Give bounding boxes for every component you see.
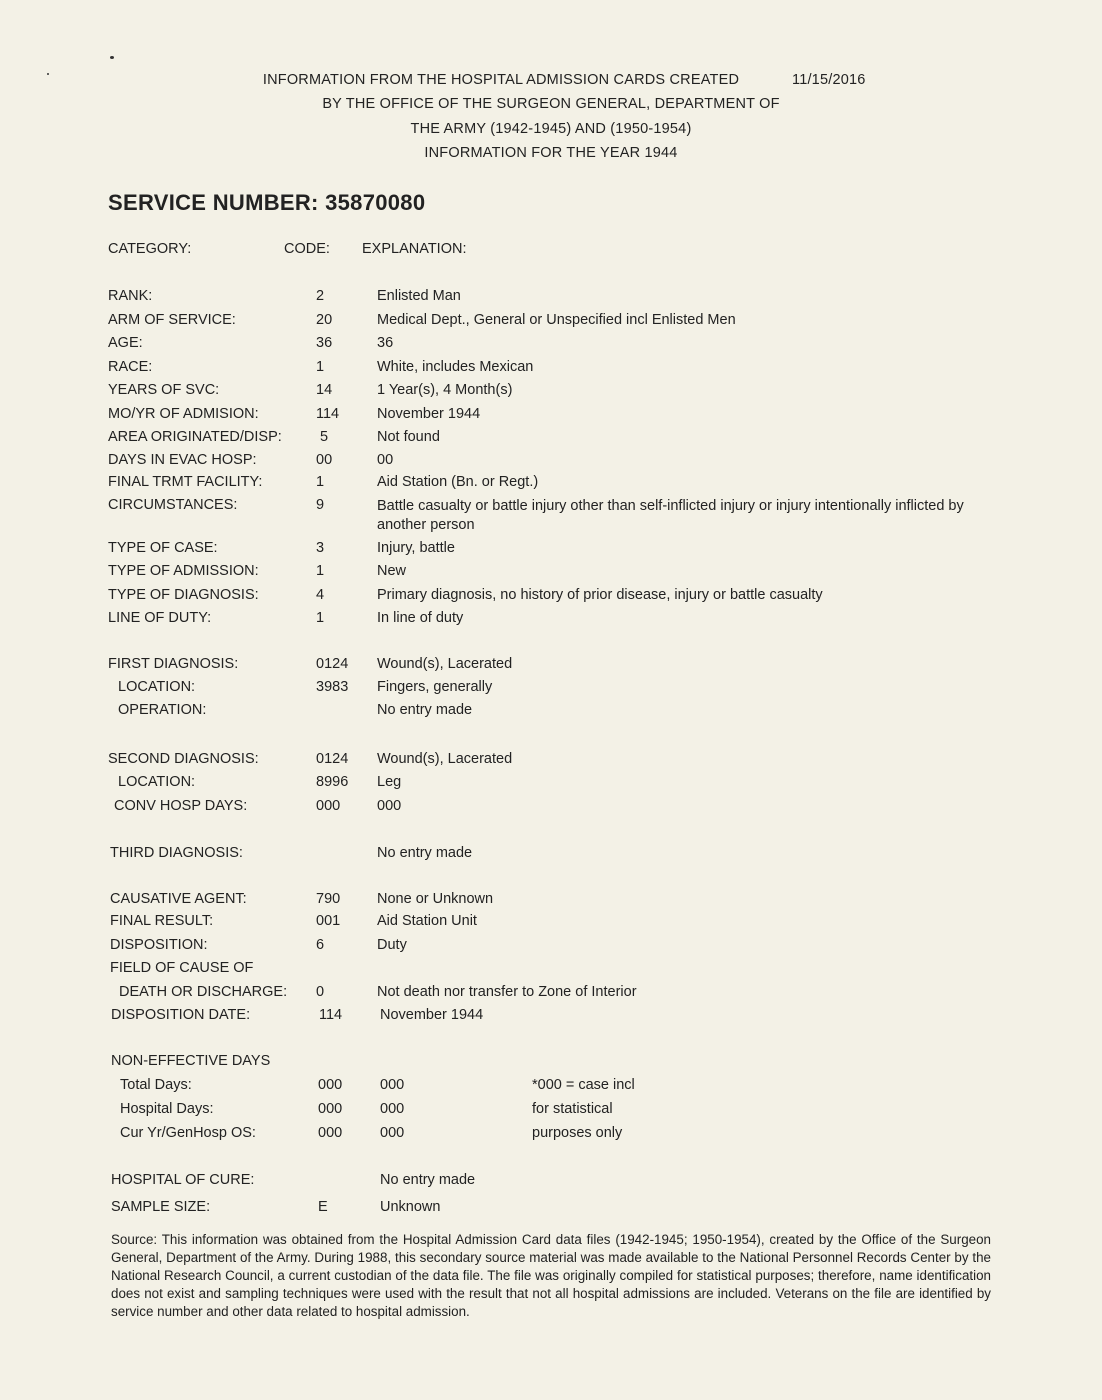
first-diagnosis-label: FIRST DIAGNOSIS:	[108, 656, 239, 672]
column-explanation: EXPLANATION:	[362, 241, 467, 257]
conv-hosp-days-row	[0, 798, 1102, 818]
first-diagnosis-explanation: Wound(s), Lacerated	[377, 656, 513, 672]
death-or-discharge-explanation: Not death nor transfer to Zone of Interior	[377, 984, 637, 1000]
non-effective-code: 000	[318, 1077, 343, 1093]
second-diagnosis-row	[0, 751, 1102, 771]
second-location-label: LOCATION:	[118, 774, 196, 790]
third-diagnosis-row	[0, 845, 1102, 865]
record-code: 9	[316, 497, 325, 513]
record-code: 00	[316, 452, 333, 468]
record-label: TYPE OF DIAGNOSIS:	[108, 587, 259, 603]
record-explanation: Medical Dept., General or Unspecified incl Enlisted Men	[377, 312, 736, 328]
record-label: CIRCUMSTANCES:	[108, 497, 238, 513]
non-effective-title-row	[0, 1053, 1102, 1073]
death-or-discharge-code: 0	[316, 984, 325, 1000]
created-date: 11/15/2016	[792, 72, 866, 88]
record-row	[0, 288, 1102, 308]
final-result-code: 001	[316, 913, 341, 929]
disposition-date-explanation: November 1944	[380, 1007, 484, 1023]
header-line-4: INFORMATION FOR THE YEAR 1944	[424, 144, 678, 161]
record-explanation: 36	[377, 335, 394, 351]
non-effective-note: purposes only	[532, 1125, 623, 1141]
causative-agent-code: 790	[316, 891, 341, 907]
record-row	[0, 474, 1102, 494]
non-effective-label: Total Days:	[120, 1077, 192, 1093]
record-row	[0, 359, 1102, 379]
second-location-row	[0, 774, 1102, 794]
first-operation-explanation: No entry made	[377, 702, 473, 718]
non-effective-row	[0, 1125, 1102, 1145]
service-number: SERVICE NUMBER: 35870080	[108, 190, 426, 215]
sample-size-label: SAMPLE SIZE:	[111, 1199, 211, 1215]
record-explanation: Not found	[377, 429, 440, 445]
death-or-discharge-label: DEATH OR DISCHARGE:	[119, 984, 288, 1000]
record-row	[0, 610, 1102, 630]
record-explanation: 1 Year(s), 4 Month(s)	[377, 382, 513, 398]
record-row	[0, 429, 1102, 449]
record-label: TYPE OF CASE:	[108, 540, 218, 556]
record-row	[0, 587, 1102, 607]
non-effective-label: Hospital Days:	[120, 1101, 214, 1117]
record-label: TYPE OF ADMISSION:	[108, 563, 259, 579]
final-result-explanation: Aid Station Unit	[377, 913, 477, 929]
record-code: 20	[316, 312, 333, 328]
disposition-code: 6	[316, 937, 325, 953]
field-of-cause-label: FIELD OF CAUSE OF	[110, 960, 254, 976]
record-label: YEARS OF SVC:	[108, 382, 220, 398]
record-row	[0, 563, 1102, 583]
first-location-label: LOCATION:	[118, 679, 196, 695]
record-code: 1	[316, 563, 325, 579]
record-code: 36	[316, 335, 333, 351]
causative-agent-row	[0, 891, 1102, 911]
final-result-label: FINAL RESULT:	[110, 913, 214, 929]
first-operation-label: OPERATION:	[118, 702, 207, 718]
second-location-code: 8996	[316, 774, 349, 790]
sample-size-code: E	[318, 1199, 328, 1215]
first-location-row	[0, 679, 1102, 699]
non-effective-note: for statistical	[532, 1101, 613, 1117]
record-row	[0, 335, 1102, 355]
record-explanation: November 1944	[377, 406, 481, 422]
third-diagnosis-explanation: No entry made	[377, 845, 473, 861]
first-location-code: 3983	[316, 679, 349, 695]
first-diagnosis-code: 0124	[316, 656, 349, 672]
record-code: 2	[316, 288, 325, 304]
non-effective-row	[0, 1101, 1102, 1121]
record-label: AREA ORIGINATED/DISP:	[108, 429, 282, 445]
causative-agent-explanation: None or Unknown	[377, 891, 494, 907]
non-effective-value: 000	[380, 1077, 405, 1093]
record-row	[0, 540, 1102, 560]
record-row	[0, 452, 1102, 472]
final-result-row	[0, 913, 1102, 933]
record-explanation: Battle casualty or battle injury other than self-inflicted injury or injury intentionally inflicted by another person	[377, 498, 964, 533]
record-row	[0, 312, 1102, 332]
record-row	[0, 382, 1102, 402]
record-explanation: White, includes Mexican	[377, 359, 534, 375]
record-code: 4	[316, 587, 325, 603]
record-label: AGE:	[108, 335, 143, 351]
first-location-explanation: Fingers, generally	[377, 679, 493, 695]
causative-agent-label: CAUSATIVE AGENT:	[110, 891, 247, 907]
scan-speck	[110, 56, 114, 59]
conv-hosp-days-explanation: 000	[377, 798, 402, 814]
non-effective-title: NON-EFFECTIVE DAYS	[111, 1053, 271, 1069]
first-operation-row	[0, 702, 1102, 722]
hospital-of-cure-row	[0, 1172, 1102, 1192]
record-explanation: Primary diagnosis, no history of prior disease, injury or battle casualty	[377, 587, 823, 603]
record-code: 1	[316, 359, 325, 375]
record-code: 5	[320, 429, 329, 445]
source-note: Source: This information was obtained from the Hospital Admission Card data files (1942-1945; 1950-1954), created by the Office of the Surgeon General, Department of the Army. During 1988, this secondary source material was made available to the National Personnel Records Center by the National Research Council, a current custodian of the data file. The file was originally compiled for statistical purposes; therefore, name identification does not exist and sampling techniques were used with the result that not all hospital admissions are included. Veterans on the file are identified by service number and other data related to hospital admission.	[111, 1232, 991, 1319]
second-location-explanation: Leg	[377, 774, 402, 790]
record-code: 3	[316, 540, 325, 556]
disposition-row	[0, 937, 1102, 957]
non-effective-label: Cur Yr/GenHosp OS:	[120, 1125, 256, 1141]
record-label: MO/YR OF ADMISION:	[108, 406, 259, 422]
field-of-cause-row	[0, 960, 1102, 980]
record-label: RANK:	[108, 288, 153, 304]
record-code: 1	[316, 474, 325, 490]
header-line-1: INFORMATION FROM THE HOSPITAL ADMISSION CARDS CREATED	[262, 72, 740, 88]
non-effective-code: 000	[318, 1125, 343, 1141]
non-effective-value: 000	[380, 1101, 405, 1117]
second-diagnosis-explanation: Wound(s), Lacerated	[377, 751, 513, 767]
non-effective-note: *000 = case incl	[532, 1077, 635, 1093]
record-label: FINAL TRMT FACILITY:	[108, 474, 263, 490]
non-effective-value: 000	[380, 1125, 405, 1141]
record-explanation: New	[377, 563, 407, 579]
column-category: CATEGORY:	[108, 241, 192, 257]
sample-size-explanation: Unknown	[380, 1199, 441, 1215]
non-effective-row	[0, 1077, 1102, 1097]
record-label: RACE:	[108, 359, 153, 375]
sample-size-row	[0, 1199, 1102, 1219]
record-explanation: Enlisted Man	[377, 288, 461, 304]
disposition-label: DISPOSITION:	[110, 937, 208, 953]
conv-hosp-days-label: CONV HOSP DAYS:	[114, 798, 248, 814]
header-line-2: BY THE OFFICE OF THE SURGEON GENERAL, DEPARTMENT OF	[322, 96, 780, 113]
disposition-date-label: DISPOSITION DATE:	[111, 1007, 251, 1023]
record-explanation: Aid Station (Bn. or Regt.)	[377, 474, 539, 490]
first-diagnosis-row	[0, 656, 1102, 676]
record-label: ARM OF SERVICE:	[108, 312, 236, 328]
disposition-date-row	[0, 1007, 1102, 1027]
record-label: LINE OF DUTY:	[108, 610, 212, 626]
record-row	[0, 497, 1102, 537]
second-diagnosis-label: SECOND DIAGNOSIS:	[108, 751, 259, 767]
second-diagnosis-code: 0124	[316, 751, 349, 767]
hospital-of-cure-label: HOSPITAL OF CURE:	[111, 1172, 255, 1188]
record-explanation: Injury, battle	[377, 540, 455, 556]
record-label: DAYS IN EVAC HOSP:	[108, 452, 257, 468]
record-explanation: In line of duty	[377, 610, 464, 626]
third-diagnosis-label: THIRD DIAGNOSIS:	[110, 845, 243, 861]
record-code: 114	[316, 406, 340, 422]
record-row	[0, 406, 1102, 426]
column-code: CODE:	[284, 241, 330, 257]
disposition-explanation: Duty	[377, 937, 407, 953]
non-effective-code: 000	[318, 1101, 343, 1117]
document-header	[0, 68, 1102, 165]
conv-hosp-days-code: 000	[316, 798, 341, 814]
record-code: 14	[316, 382, 333, 398]
hospital-of-cure-explanation: No entry made	[380, 1172, 476, 1188]
record-code: 1	[316, 610, 325, 626]
header-line-3: THE ARMY (1942-1945) AND (1950-1954)	[410, 120, 692, 137]
disposition-date-code: 114	[319, 1007, 343, 1023]
death-or-discharge-row	[0, 984, 1102, 1004]
record-explanation: 00	[377, 452, 394, 468]
